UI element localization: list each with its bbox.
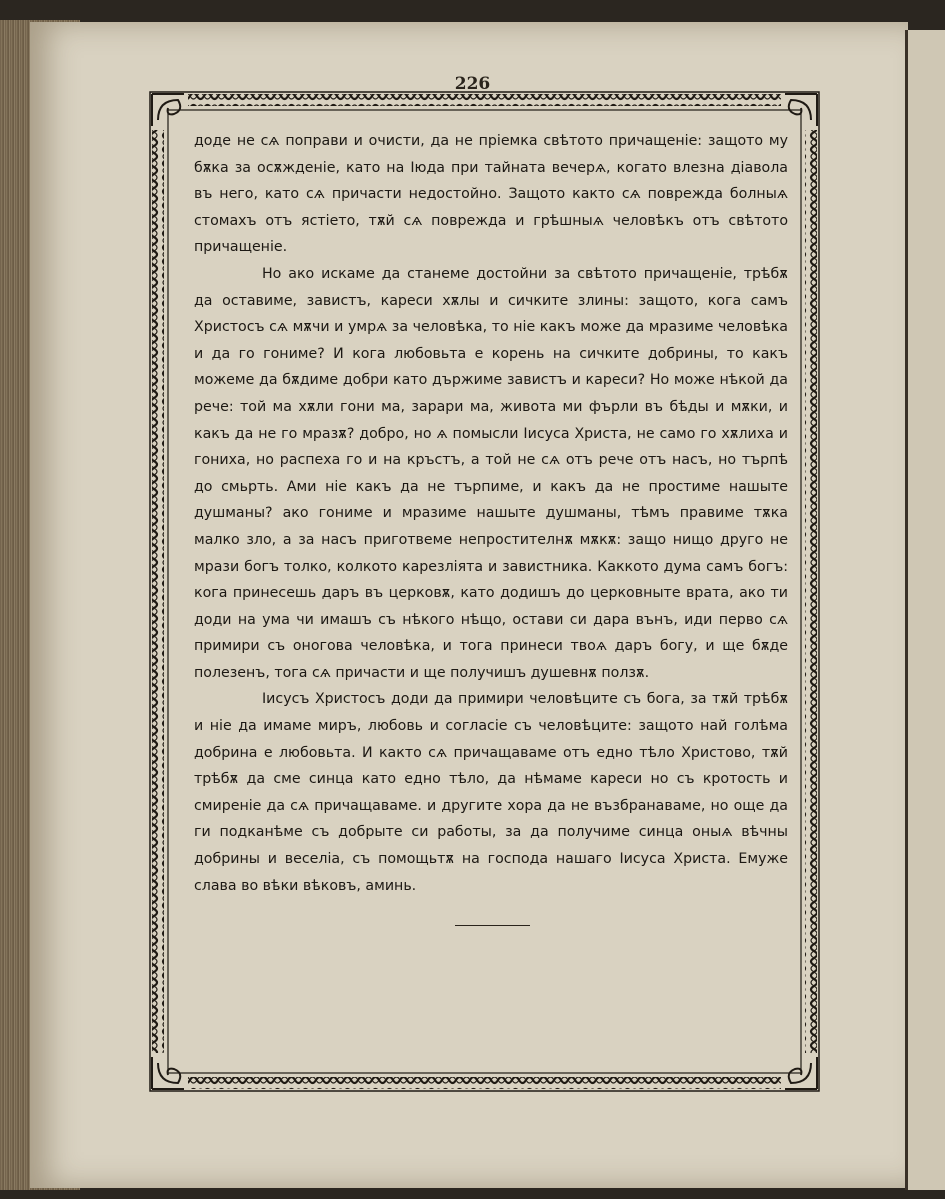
paragraph-1: доде не сѧ поправи и очисти, да не пріемка свѣтото причащеніе: защото му бѫка за осѫжденіе, като на Іюда при тайната вечерѧ, когато влезна діавола въ него, като сѧ причасти недостойно. Защото както сѧ поврежда болныѧ стомахъ отъ ястіето, тѫй сѧ поврежда и грѣшныѧ человѣкъ отъ свѣтото причащеніе.: [194, 133, 788, 256]
paragraph-2: Но ако искаме да станеме достойни за свѣтото причащеніе, трѣбѫ да оставиме, завистъ, кареси хѫлы и сичките злины: защото, кога самъ Христосъ сѧ мѫчи и умрѧ за человѣка, то ніе какъ може да мразиме человѣка и да го гониме? И кога любовьта е корень на сичките добрины, то какъ можеме да бѫдиме добри като държиме завистъ и кареси? Но може нѣкой да рече: той ма хѫли гони ма, зарари ма, живота ми фърли въ бѣды и мѫки, и какъ да не го мразѫ? добро, но ѧ помысли Іисуса Христа, не само го хѫлиха и гониха, но распеха го и на кръстъ, а той не сѧ отъ рече отъ насъ, но търпѣ до смьрть. Ами ніе какъ да не търпиме, и какъ да не простиме нашыте душманы? ако гониме и мразиме нашыте душманы, тѣмъ правиме тѫка малко зло, а за насъ приготвеме непростителнѫ мѫкѫ: защо нищо друго не мрази богъ толко, колкото карезліята и завистника. Каккото дума самъ богъ: кога принесешь даръ въ церковѫ, като додишъ до церковныте врата, ако ти доди на ума чи имашъ съ нѣкого нѣщо, остави си дара вънъ, иди перво сѧ примири съ оногова человѣка, и тога принеси твоѧ даръ богу, и ще бѫде полезенъ, тога сѧ причасти и ще получишъ душевнѫ ползѫ.: [194, 265, 788, 681]
facing-page-edge: [905, 30, 945, 1190]
page-number: 226: [454, 74, 491, 94]
paragraph-3: Іисусъ Христосъ доди да примири человѣците съ бога, за тѫй трѣбѫ и ніе да имаме миръ, любовь и согласіе съ человѣците: защото най голѣма добрина е любовьта. И както сѧ причащаваме отъ едно тѣло Христово, тѫй трѣбѫ да сме синца като едно тѣло, да нѣмаме кареси но съ кротость и смиреніе да сѧ причащаваме. и другите хора да не възбранаваме, но още да ги подканѣме съ добрыте си работы, за да получиме синца оныѧ вѣчны добрины и веселіа, съ помощьтѫ на господа нашаго Іисуса Христа. Емуже слава во вѣки вѣковъ, аминь.: [194, 691, 788, 894]
end-rule: [455, 925, 530, 926]
body-text: [194, 128, 788, 899]
